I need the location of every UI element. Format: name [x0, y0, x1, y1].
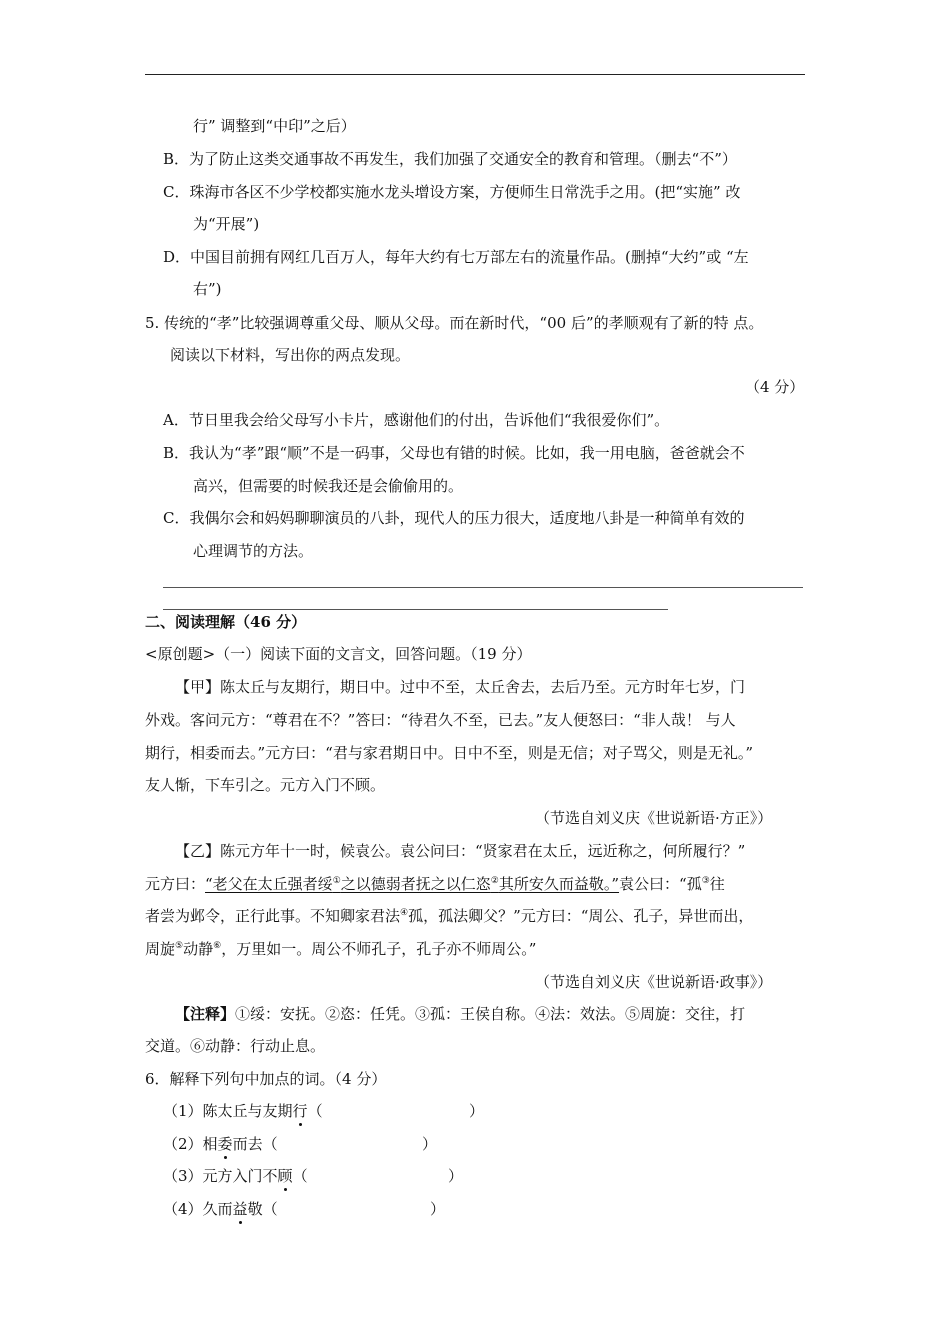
passage-yi-reply: 袁公曰：“孤 [619, 875, 702, 893]
q6-item-4-text: （4）久而 [163, 1200, 233, 1218]
q6-item-3-text: （3）元方入门不 [163, 1167, 278, 1185]
underlined-part2: 之以德弱者抚之以仁恣 [340, 875, 491, 893]
passage-yi-line4 [145, 939, 536, 959]
q5-material-c-line1: C．我偶尔会和妈妈聊聊演员的八卦，现代人的压力很大，适度地八卦是一种简单有效的 [163, 509, 745, 527]
q6-item-4-open: 敬（ [247, 1200, 278, 1218]
q6-item-4-close: ） [430, 1200, 446, 1218]
underlined-sentence [205, 875, 619, 893]
q5-material-b-line2: 高兴，但需要的时候我还是会偷偷用的。 [193, 477, 464, 495]
q6-item-2-close: ） [422, 1135, 438, 1153]
q6-title: 6．解释下列句中加点的词。（4 分） [145, 1070, 387, 1088]
q6-item-1 [163, 1101, 323, 1121]
passage-yi-line4-b: 动静 [183, 940, 214, 958]
q5-answer-line[interactable] [163, 587, 803, 588]
passage-yi-line3 [145, 906, 753, 926]
footnote-mark-6: ⑥ [213, 941, 222, 951]
header-rule [145, 74, 805, 75]
passage-yi-line2 [145, 874, 725, 894]
q5-prompt-line1: 5. 传统的“孝”比较强调尊重父母、顺从父母。而在新时代，“00 后”的孝顺观有了新的特 点。 [145, 314, 764, 332]
q5-answer-line-short[interactable] [163, 609, 668, 610]
underlined-part1: “老父在太丘强者绥 [205, 875, 333, 893]
q4-option-a-continued: 行” 调整到“中印”之后） [193, 117, 356, 135]
section-intro: <原创题>（一）阅读下面的文言文，回答问题。（19 分） [145, 645, 532, 663]
q5-prompt-line2: 阅读以下材料，写出你的两点发现。 [170, 346, 411, 364]
notes-label: 【注释】 [175, 1005, 236, 1023]
footnote-mark-1: ① [332, 876, 341, 886]
passage-yi-line4-c: ，万里如一。周公不师孔子，孔子亦不师周公。” [221, 940, 537, 958]
q6-item-3 [163, 1166, 308, 1186]
dotted-word-2: 委 [217, 1135, 233, 1153]
notes-line2: 交道。⑥动静：行动止息。 [145, 1037, 326, 1055]
passage-yi-line3-b: 孤，孤法卿父？”元方曰：“周公、孔子，异世而出， [408, 907, 754, 925]
q6-answer-blank-2[interactable] [298, 1131, 418, 1155]
q6-item-4 [163, 1199, 278, 1219]
dotted-word-4: 益 [232, 1200, 248, 1218]
q4-option-d-line1: D．中国目前拥有网红几百万人，每年大约有七万部左右的流量作品。(删掉“大约”或 “左 [163, 248, 749, 266]
passage-yi-source: （节选自刘义庆《世说新语·政事》） [535, 973, 773, 991]
passage-jia-source: （节选自刘义庆《世说新语·方正》） [535, 809, 773, 827]
footnote-mark-4: ④ [400, 908, 409, 918]
footnote-mark-3: ③ [701, 876, 710, 886]
q6-item-3-open: （ [292, 1167, 308, 1185]
passage-jia-line2: 外戏。客问元方：“尊君在不？”答曰：“待君久不至，已去。”友人便怒曰：“非人哉！ 与人 [145, 711, 736, 729]
q6-answer-blank-4[interactable] [296, 1196, 426, 1220]
passage-yi-line3-a: 者尝为邺令，正行此事。不知卿家君法 [145, 907, 401, 925]
q5-score: （4 分） [745, 378, 805, 396]
q6-answer-blank-1[interactable] [345, 1098, 465, 1122]
q5-material-c-line2: 心理调节的方法。 [193, 542, 314, 560]
passage-yi-line1: 【乙】陈元方年十一时，候袁公。袁公问曰：“贤家君在太丘，远近称之，何所履行？” [175, 842, 746, 860]
notes-line1-text: ①绥：安抚。②恣：任凭。③孤：王侯自称。④法：效法。⑤周旋：交往，打 [235, 1005, 746, 1023]
underlined-part3: 其所安久而益敬。” [498, 875, 620, 893]
passage-yi-tail: 往 [709, 875, 725, 893]
q6-item-2 [163, 1134, 278, 1154]
passage-yi-speaker: 元方曰： [145, 875, 206, 893]
notes-line1 [175, 1004, 745, 1024]
dotted-word-3: 顾 [277, 1167, 293, 1185]
q6-item-2-text: （2）相 [163, 1135, 218, 1153]
passage-yi-line4-a: 周旋 [145, 940, 176, 958]
q6-answer-blank-3[interactable] [328, 1163, 444, 1187]
q4-option-c-line1: C．珠海市各区不少学校都实施水龙头增设方案，方便师生日常洗手之用。(把“实施” 改 [163, 183, 741, 201]
dotted-word-1: 行 [292, 1102, 308, 1120]
q6-item-2-open: 而去（ [232, 1135, 278, 1153]
q6-item-1-text: （1）陈太丘与友期 [163, 1102, 293, 1120]
passage-jia-line3: 期行，相委而去。”元方曰：“君与家君期日中。日中不至，则是无信；对子骂父，则是无礼。” [145, 744, 754, 762]
q4-option-d-line2: 右”) [193, 280, 222, 298]
passage-jia-line4: 友人惭，下车引之。元方入门不顾。 [145, 776, 386, 794]
q4-option-b: B．为了防止这类交通事故不再发生，我们加强了交通安全的教育和管理。（删去“不”） [163, 150, 737, 168]
passage-jia-line1: 【甲】陈太丘与友期行，期日中。过中不至，太丘舍去，去后乃至。元方时年七岁，门 [175, 678, 746, 696]
q5-material-b-line1: B．我认为“孝”跟“顺”不是一码事，父母也有错的时候。比如，我一用电脑，爸爸就会不 [163, 444, 745, 462]
q5-material-a: A．节日里我会给父母写小卡片，感谢他们的付出，告诉他们“我很爱你们”。 [163, 411, 670, 429]
q4-option-c-line2: 为“开展”) [193, 215, 260, 233]
q6-item-3-close: ） [448, 1167, 464, 1185]
section-title: 二、阅读理解（46 分） [145, 613, 307, 631]
footnote-mark-2: ② [490, 876, 499, 886]
footnote-mark-5: ⑤ [175, 941, 184, 951]
q6-item-1-open: （ [307, 1102, 323, 1120]
q6-item-1-close: ） [469, 1102, 485, 1120]
